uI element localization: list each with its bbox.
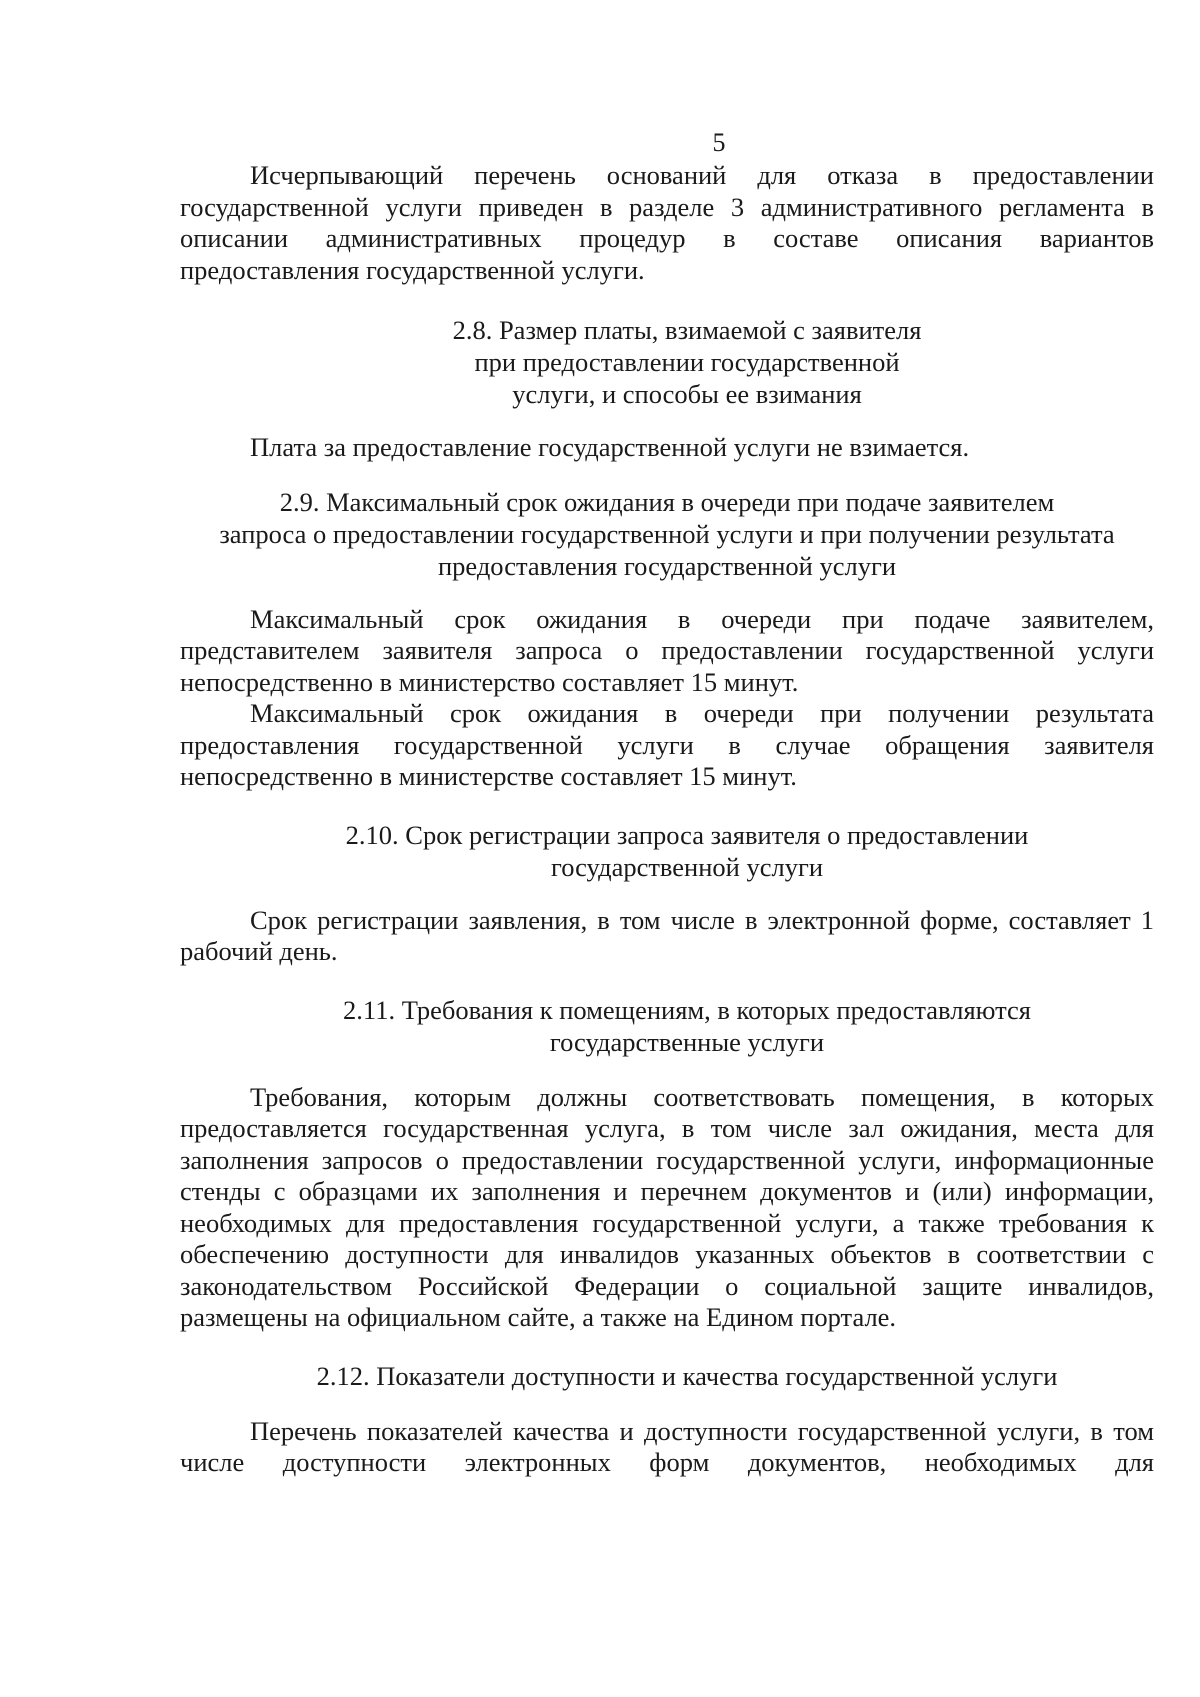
heading-2-10	[180, 819, 1154, 883]
heading-line: при предоставлении государственной	[474, 347, 900, 377]
heading-line: услуги, и способы ее взимания	[512, 379, 862, 409]
paragraph-queue-submission: Максимальный срок ожидания в очереди при подаче заявителем, представителем заявителя запроса о предоставлении государственной услуги непосредственно в министерство составляет 15 минут.	[180, 603, 1154, 697]
body-text	[180, 160, 1154, 1479]
heading-line: 2.8. Размер платы, взимаемой с заявителя	[452, 315, 922, 345]
heading-2-11	[180, 994, 1154, 1058]
paragraph-fee: Плата за предоставление государственной услуги не взимается.	[250, 432, 970, 462]
page-number: 5	[712, 128, 726, 157]
heading-line: 2.10. Срок регистрации запроса заявителя о предоставлении	[345, 819, 1029, 850]
paragraph-premises-requirements: Требования, которым должны соответствовать помещения, в которых предоставляется государственная услуга, в том числе зал ожидания, места для заполнения запросов о предоставлении государственной услуги, информационные стенды с образцами их заполнения и перечнем документов и (или) информации, необходимых для предоставления государственной услуги, а также требования к обеспечению доступности для инвалидов указанных объектов в соответствии с законодательством Российской Федерации о социальной защите инвалидов, размещены на официальном сайте, а также на Едином портале.	[180, 1081, 1154, 1332]
heading-line: 2.9. Максимальный срок ожидания в очереди при подаче заявителем	[279, 486, 1055, 517]
paragraph-refusal-grounds: Исчерпывающий перечень оснований для отказа в предоставлении государственной услуги приведен в разделе 3 административного регламента в описании административных процедур в составе описания вариантов предоставления государственной услуги.	[180, 160, 1154, 285]
paragraph-quality-indicators: Перечень показателей качества и доступности государственной услуги, в том числе доступности электронных форм документов, необходимых для	[180, 1415, 1154, 1477]
heading-2-9	[180, 486, 1154, 582]
heading-line: государственной услуги	[550, 851, 824, 882]
paragraph-queue-result: Максимальный срок ожидания в очереди при получении результата предоставления государственной услуги в случае обращения заявителя непосредственно в министерстве составляет 15 минут.	[180, 698, 1154, 791]
heading-2-12	[180, 1360, 1154, 1392]
heading-line: 2.12. Показатели доступности и качества государственной услуги	[316, 1360, 1058, 1391]
heading-line: 2.11. Требования к помещениям, в которых предоставляются	[343, 994, 1031, 1025]
heading-line: запроса о предоставлении государственной услуги и при получении результата	[219, 518, 1115, 549]
heading-line: государственные услуги	[549, 1026, 825, 1057]
heading-2-8	[180, 314, 1154, 410]
paragraph-registration-term: Срок регистрации заявления, в том числе в электронной форме, составляет 1 рабочий день.	[180, 904, 1154, 966]
heading-line: предоставления государственной услуги	[437, 550, 897, 581]
